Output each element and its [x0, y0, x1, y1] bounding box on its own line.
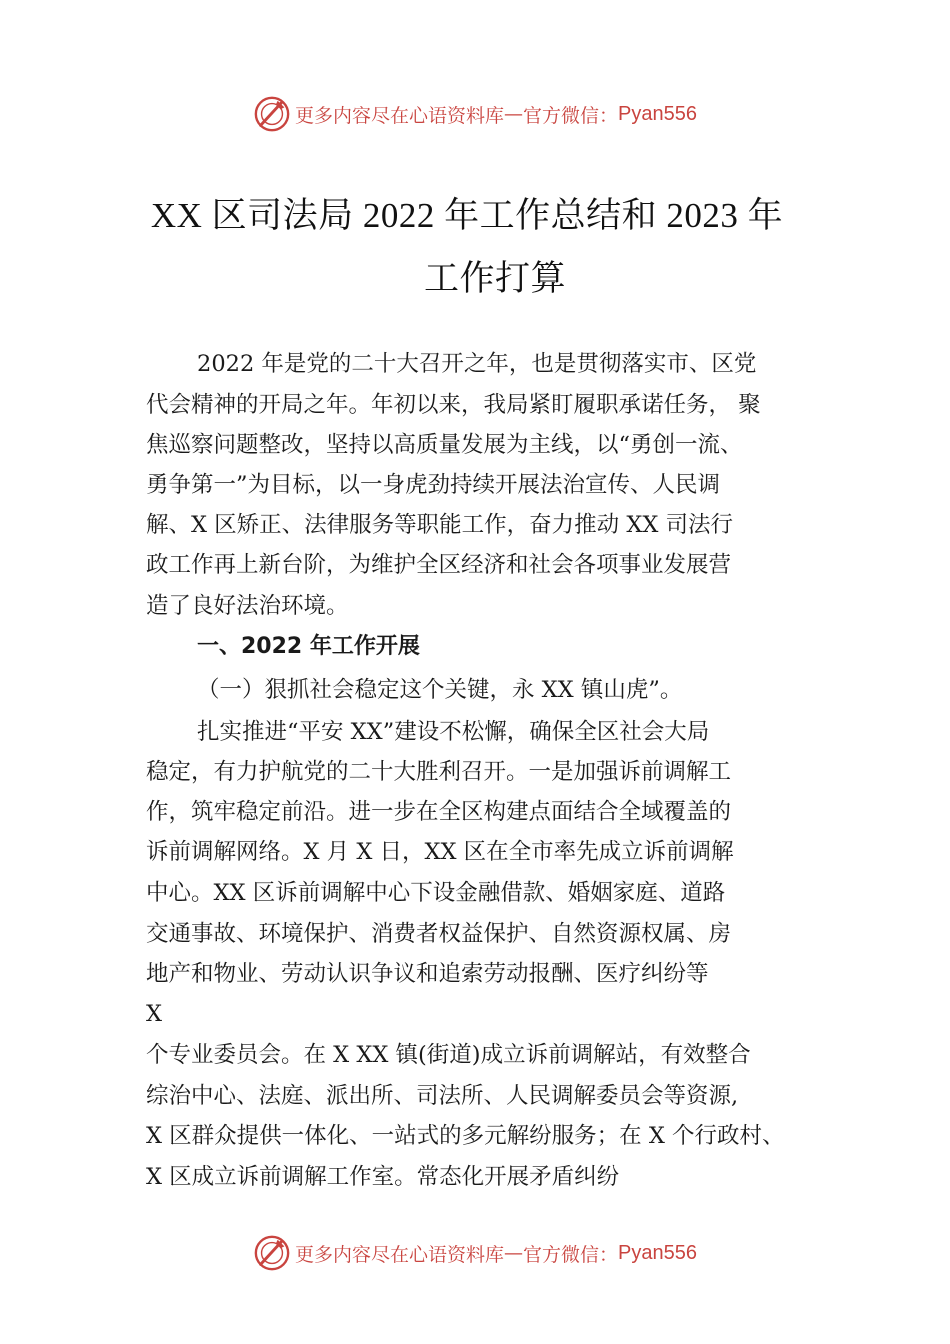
body-line: 造了良好法治环境。 [146, 593, 349, 619]
body-line: 扎实推进“平安 XX”建设不松懈，确保全区社会大局 [197, 719, 710, 745]
banner-wechat-label: 官方微信： [523, 104, 619, 127]
body-line: 作，筑牢稳定前沿。进一步在全区构建点面结合全域覆盖的 [146, 799, 732, 825]
logo-icon [253, 95, 291, 133]
footer-banner [0, 1233, 950, 1273]
body-line: 2022 年是党的二十大召开之年，也是贯彻落实市、区党 [197, 351, 757, 377]
banner-dash: — [504, 103, 524, 125]
body-line: 稳定，有力护航党的二十大胜利召开。一是加强诉前调解工 [146, 759, 732, 785]
banner-wechat-label: 官方微信： [523, 1243, 619, 1266]
banner-wechat-id: Pyan556 [618, 1241, 697, 1264]
doc-title-line-1: XX 区司法局 2022 年工作总结和 2023 年 [150, 196, 784, 235]
body-line: X 区群众提供一体化、一站式的多元解纷服务；在 X 个行政村、 [146, 1123, 785, 1149]
banner-wechat-id: Pyan556 [618, 102, 697, 125]
body-line: 焦巡察问题整改，坚持以高质量发展为主线，以“勇创一流、 [146, 432, 743, 458]
body-line: 个专业委员会。在 X XX 镇(街道)成立诉前调解站，有效整合 [146, 1042, 751, 1068]
body-line: 勇争第一”为目标，以一身虎劲持续开展法治宣传、人民调 [146, 472, 721, 498]
banner-brand: 更多内容尽在心语资料库 [295, 104, 505, 127]
body-line: 解、X 区矫正、法律服务等职能工作，奋力推动 XX 司法行 [146, 512, 734, 538]
logo-icon [253, 1234, 291, 1272]
header-banner [0, 94, 950, 134]
body-line: X [146, 1001, 163, 1027]
doc-title-line-2: 工作打算 [423, 259, 566, 298]
body-line: 交通事故、环境保护、消费者权益保护、自然资源权属、房 [146, 921, 732, 947]
body-line: 综治中心、法庭、派出所、司法所、人民调解委员会等资源, [146, 1083, 739, 1109]
body-line: X 区成立诉前调解工作室。常态化开展矛盾纠纷 [146, 1164, 620, 1190]
body-line: 中心。XX 区诉前调解中心下设金融借款、婚姻家庭、道路 [146, 880, 726, 906]
body-line: 代会精神的开局之年。年初以来，我局紧盯履职承诺任务， 聚 [146, 392, 761, 418]
banner-brand: 更多内容尽在心语资料库 [295, 1243, 505, 1266]
body-line: 地产和物业、劳动认识争议和追索劳动报酬、医疗纠纷等 [146, 961, 709, 987]
banner-dash: — [504, 1242, 524, 1264]
body-line: 诉前调解网络。X 月 X 日，XX 区在全市率先成立诉前调解 [146, 839, 734, 865]
subsection-heading: （一）狠抓社会稳定这个关键，永 XX 镇山虎”。 [197, 677, 683, 703]
section-heading: 一、2022 年工作开展 [197, 634, 420, 659]
body-line: 政工作再上新台阶，为维护全区经济和社会各项事业发展营 [146, 552, 732, 578]
